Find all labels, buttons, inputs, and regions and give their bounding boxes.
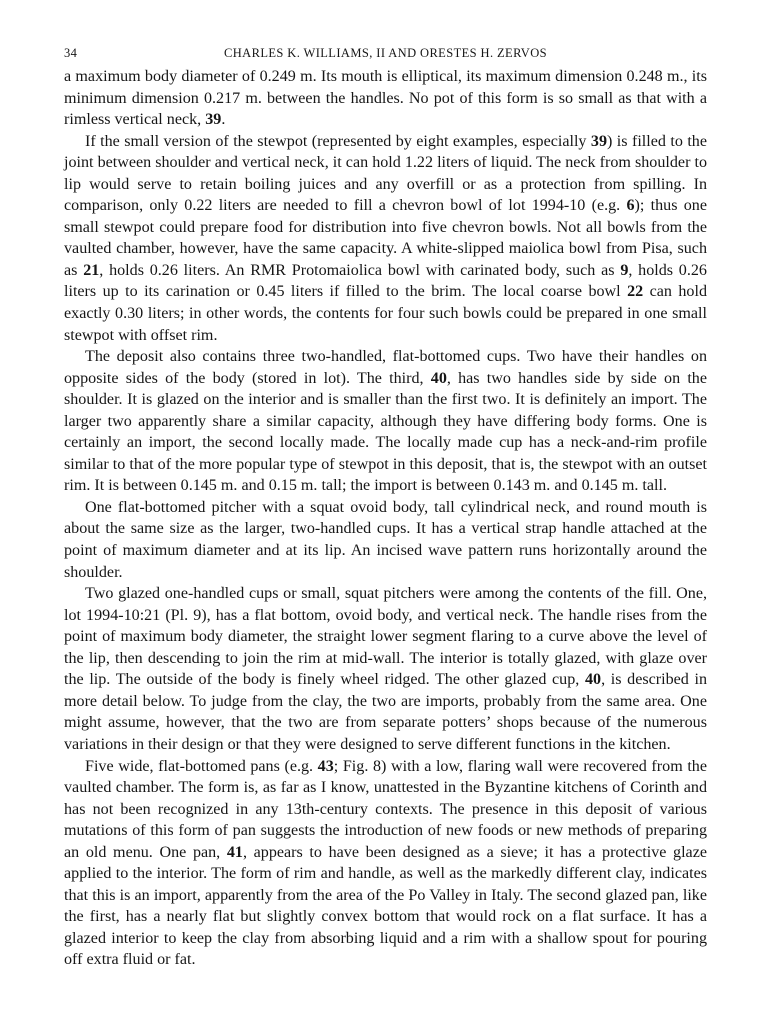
body-text	[64, 66, 707, 971]
catalogue-number: 6	[626, 197, 635, 215]
text-run: , holds 0.26 liters up to its carination or 0.45 liters if filled to the brim. The local coarse bowl	[64, 261, 707, 301]
running-header	[64, 40, 707, 66]
text-run: ; Fig. 8) with a low, flaring wall were recovered from the vaulted chamber. The form is, as far as I know, unattested in the Byzantine kitchens of Corinth and has not been recognized in any 13th-century contexts. The presence in this deposit of various mutations of this form of pan suggests the introduction of new foods or new methods of preparing an old menu. One pan,	[64, 757, 707, 861]
catalogue-number: 40	[430, 369, 447, 387]
text-run: ); thus one small stewpot could prepare food for distribution into five chevron bowls. Not all bowls from the vaulted chamber, however, have the same capacity. A white-slipped maiolica bowl from Pisa, such as	[64, 197, 707, 279]
paragraph	[64, 756, 707, 971]
text-run: Five wide, flat-bottomed pans (e.g.	[85, 757, 318, 775]
text-run: , appears to have been designed as a sieve; it has a protective glaze applied to the interior. The form of rim and handle, as well as the markedly different clay, indicates that this is an import, apparently from the area of the Po Valley in Italy. The second glazed pan, like the first, has a nearly flat but slightly convex bottom that would rock on a flat surface. It has a glazed interior to keep the clay from absorbing liquid and a rim with a shallow spout for pouring off extra fluid or fat.	[64, 843, 707, 969]
paragraph	[64, 497, 707, 583]
text-run: The deposit also contains three two-handled, flat-bottomed cups. Two have their handles on opposite sides of the body (stored in lot). The third,	[64, 348, 707, 387]
catalogue-number: 41	[226, 843, 243, 861]
paragraph	[64, 131, 707, 346]
page-number: 34	[64, 46, 78, 60]
catalogue-number: 43	[317, 757, 334, 775]
catalogue-number: 39	[590, 132, 608, 150]
running-head-authors: CHARLES K. WILLIAMS, II AND ORESTES H. ZERVOS	[223, 46, 548, 60]
paragraph	[64, 346, 707, 497]
text-run: ) is filled to the joint between shoulder and vertical neck, it can hold 1.22 liters of liquid. The neck from shoulder to lip would serve to retain boiling juices and any overfill or as a protection from spilling. In comparison, only 0.22 liters are needed to fill a chevron bowl of lot 1994-10 (e.g.	[64, 132, 707, 215]
text-run: One flat-bottomed pitcher with a squat ovoid body, tall cylindrical neck, and round mouth is about the same size as the larger, two-handled cups. It has a vertical strap handle attached at the point of maximum diameter and at its lip. An incised wave pattern runs horizontally around the shoulder.	[64, 498, 707, 581]
catalogue-number: 22	[627, 283, 644, 301]
catalogue-number: 40	[584, 671, 602, 689]
paragraph	[64, 583, 707, 755]
text-run: .	[221, 111, 226, 129]
document-page	[64, 40, 707, 971]
text-run: can hold exactly 0.30 liters; in other words, the contents for four such bowls could be prepared in one small stewpot with offset rim.	[64, 283, 707, 344]
text-run: If the small version of the stewpot (represented by eight examples, especially	[85, 132, 591, 150]
catalogue-number: 39	[205, 111, 222, 129]
text-run: Two glazed one-handled cups or small, squat pitchers were among the contents of the fill. One, lot 1994-10:21 (Pl. 9), has a flat bottom, ovoid body, and vertical neck. The handle rises from the point of maximum body diameter, the straight lower segment flaring to a curve above the level of the lip, then descending to join the rim at mid-wall. The interior is totally glazed, with glaze over the lip. The outside of the body is finely wheel ridged. The other glazed cup,	[64, 585, 707, 689]
text-run: , has two handles side by side on the shoulder. It is glazed on the interior and is smaller than the first two. It is definitely an import. The larger two apparently share a similar capacity, although they have differing body forms. One is certainly an import, the second locally made. The locally made cup has a neck-and-rim profile similar to that of the more popular type of stewpot in this deposit, that is, the stewpot with an outset rim. It is between 0.145 m. and 0.15 m. tall; the import is between 0.143 m. and 0.145 m. tall.	[64, 369, 707, 495]
text-run: a maximum body diameter of 0.249 m. Its mouth is elliptical, its maximum dimension 0.248 m., its minimum dimension 0.217 m. between the handles. No pot of this form is so small as that with a rimless vertical neck,	[64, 68, 707, 129]
paragraph	[64, 66, 707, 131]
text-run: , holds 0.26 liters. An RMR Protomaiolica bowl with carinated body, such as	[99, 261, 621, 279]
catalogue-number: 21	[83, 261, 100, 279]
text-run: , is described in more detail below. To judge from the clay, the two are imports, probably from the same area. One might assume, however, that the two are from separate potters’ shops because of the numerous variations in their design or that they were designed to serve different functions in the kitchen.	[64, 671, 707, 753]
catalogue-number: 9	[620, 261, 629, 279]
